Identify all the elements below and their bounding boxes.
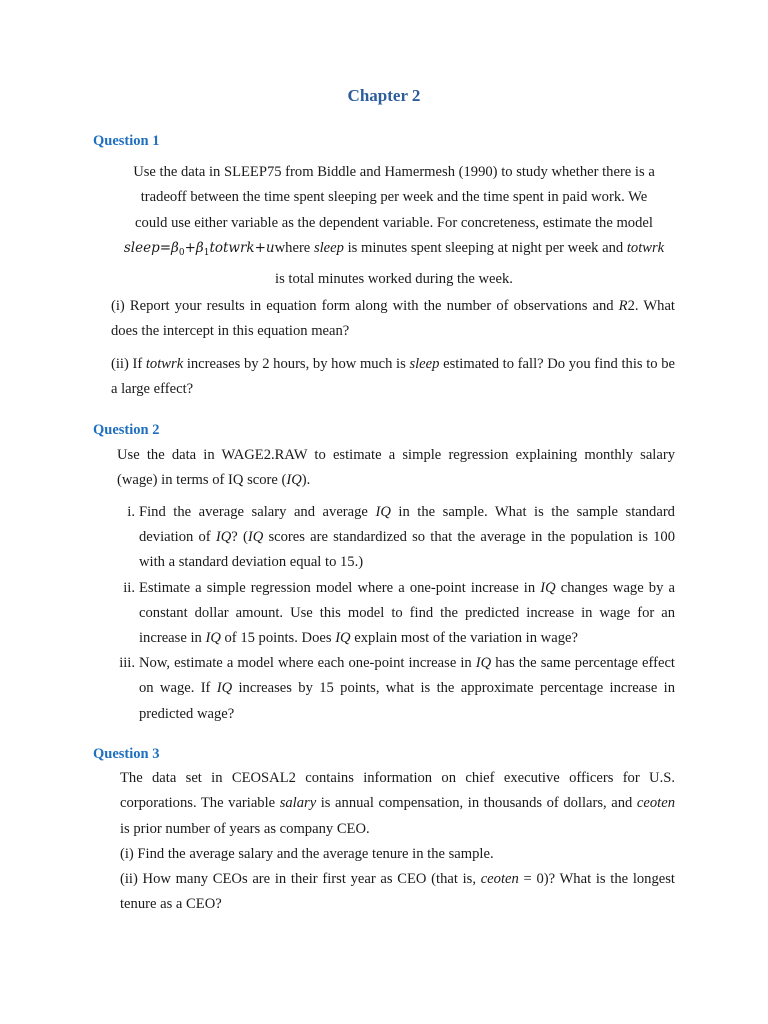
q1-intro-line: is total minutes worked during the week. (275, 270, 513, 287)
question-2-intro: Use the data in WAGE2.RAW to estimate a simple regression explaining monthly salary (wage) in terms of IQ score (IQ). (117, 447, 675, 489)
q1-intro-line: Use the data in SLEEP75 from Biddle and Hamermesh (1990) to study whether there is a (133, 164, 655, 180)
q1-intro-line: could use either variable as the dependent variable. For concreteness, estimate the model (135, 214, 653, 231)
question-1-intro (100, 160, 688, 292)
question-3-intro: The data set in CEOSAL2 contains information on chief executive officers for U.S. corporations. The variable salary is annual compensation, in thousands of dollars, and ceoten is prior number of years as company CEO. (120, 770, 675, 837)
question-3-part-i: (i) Find the average salary and the average tenure in the sample. (120, 846, 494, 862)
q1-model-line: $sleep=\beta_0+\beta_1totwrk+uwhere$ sleep is minutes spent sleeping at night per week and totwrk (123, 240, 665, 259)
q1-intro-line: tradeoff between the time spent sleeping per week and the time spent in paid work. We (140, 189, 648, 206)
question-3-part-ii: (ii) How many CEOs are in their first year as CEO (that is, ceoten = 0)? What is the longest tenure as a CEO? (120, 871, 675, 913)
chapter-title: Chapter 2 (347, 86, 421, 105)
question-2-list (113, 500, 675, 727)
question-1-part-ii: (ii) If totwrk increases by 2 hours, by how much is sleep estimated to fall? Do you find this to be a large effect? (111, 356, 676, 398)
question-3-heading: Question 3 (93, 746, 160, 762)
question-1-part-i: (i) Report your results in equation form along with the number of observations and R2. What does the intercept in this equation mean? (111, 298, 675, 340)
question-2-heading: Question 2 (93, 422, 160, 438)
list-item: iii. Now, estimate a model where each one-point increase in IQ has the same percentage effect on wage. If IQ increases by 15 points, what is the approximate percentage increase in predicted wage? (119, 655, 675, 722)
model-equation: $sleep=\beta_0+\beta_1totwrk+u$ (123, 240, 275, 259)
question-1-heading: Question 1 (93, 133, 160, 149)
list-item: ii. Estimate a simple regression model where a one-point increase in IQ changes wage by a constant dollar amount. Use this model to find the predicted increase in wage for an increase in IQ of 15 points. Does IQ explain most of the variation in wage? (123, 579, 675, 647)
list-item: i. Find the average salary and average IQ in the sample. What is the sample standard deviation of IQ? (IQ scores are standardized so that the average in the population is 100 with a standard deviation equal to 15.) (127, 504, 675, 571)
